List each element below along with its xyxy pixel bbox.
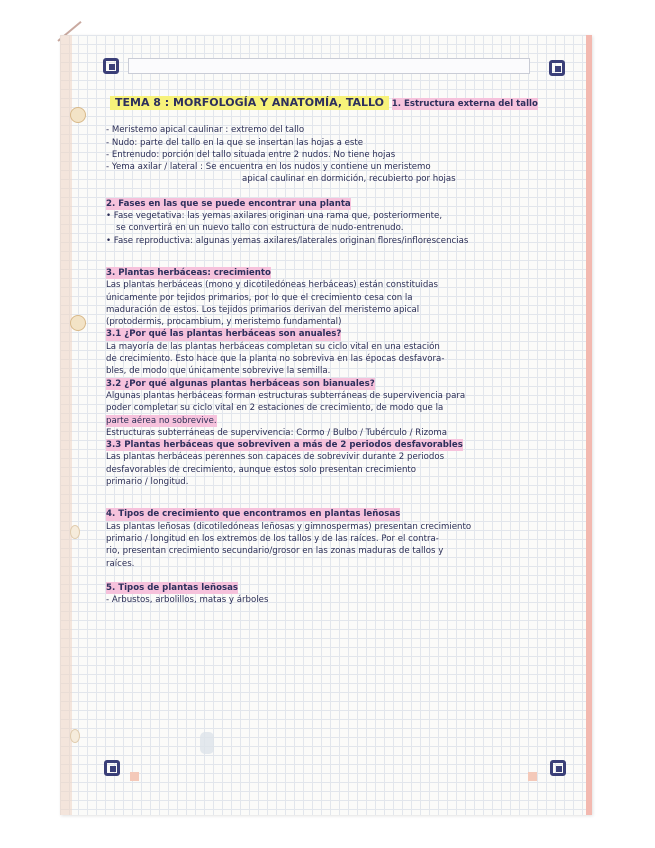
corner-mark-icon (103, 58, 119, 74)
note-line: La mayoría de las plantas herbáceas completan su ciclo vital en una estación (106, 341, 440, 352)
section-heading: 2. Fases en las que se puede encontrar una planta (106, 198, 351, 209)
subsection-heading: 3.1 ¿Por qué las plantas herbáceas son anuales? (106, 329, 342, 340)
binder-hole (70, 315, 86, 331)
corner-mark-icon (550, 760, 566, 776)
note-line: únicamente por tejidos primarios, por lo que el crecimiento cesa con la (106, 292, 413, 303)
binder-hole (70, 525, 80, 539)
subsection-heading: 3.2 ¿Por qué algunas plantas herbáceas son bianuales? (106, 378, 375, 389)
section-heading: 3. Plantas herbáceas: crecimiento (106, 267, 271, 278)
note-line: poder completar su ciclo vital en 2 estaciones de crecimiento, de modo que la (106, 403, 444, 414)
note-line: - Entrenudo: porción del tallo situada entre 2 nudos. No tiene hojas (106, 149, 396, 160)
footer-square (130, 772, 139, 781)
corner-mark-icon (549, 60, 565, 76)
note-line: primario / longitud. (106, 477, 189, 488)
note-line: primario / longitud en los extremos de los tallos y de las raíces. Por el contra- (106, 533, 439, 544)
footer-square (528, 772, 537, 781)
page-title: TEMA 8 : MORFOLOGÍA Y ANATOMÍA, TALLO (110, 96, 389, 110)
section-heading: 4. Tipos de crecimiento que encontramos en plantas leñosas (106, 509, 401, 520)
note-line: rio, presentan crecimiento secundario/grosor en las zonas maduras de tallos y (106, 546, 444, 557)
note-line: se convertirá en un nuevo tallo con estructura de nudo-entrenudo. (116, 223, 404, 234)
margin-strip (60, 35, 72, 815)
note-line: • Fase reproductiva: algunas yemas axilares/laterales originan flores/inflorescencias (106, 235, 469, 246)
note-line: Las plantas leñosas (dicotiledóneas leñosas y gimnospermas) presentan crecimiento (106, 521, 472, 532)
note-line: bles, de modo que únicamente sobrevive la semilla. (106, 366, 331, 377)
note-line: Las plantas herbáceas perennes son capaces de sobrevivir durante 2 periodos (106, 452, 445, 463)
note-line: maduración de estos. Los tejidos primarios derivan del meristemo apical (106, 304, 420, 315)
note-line: apical caulinar en dormición, recubierto por hojas (242, 174, 456, 185)
note-line: (protodermis, procambium, y meristemo fundamental) (106, 317, 342, 328)
subsection-heading: 3.3 Plantas herbáceas que sobreviven a más de 2 periodos desfavorables (106, 440, 463, 451)
note-line: Estructuras subterráneas de supervivencia: Cormo / Bulbo / Tubérculo / Rizoma (106, 427, 448, 438)
eraser-smudge (200, 732, 214, 754)
corner-mark-icon (104, 760, 120, 776)
note-line: parte aérea no sobrevive. (106, 415, 217, 426)
note-line: desfavorables de crecimiento, aunque estos solo presentan crecimiento (106, 464, 417, 475)
binder-hole (70, 729, 80, 743)
section-heading: 1. Estructura externa del tallo (391, 99, 538, 109)
notes-content (106, 96, 586, 606)
section-heading: 5. Tipos de plantas leñosas (106, 582, 239, 593)
note-line: - Meristemo apical caulinar : extremo del tallo (106, 125, 305, 136)
note-line: raíces. (106, 558, 135, 569)
header-box (128, 58, 530, 74)
binder-hole (70, 107, 86, 123)
note-line: - Arbustos, arbolillos, matas y árboles (106, 595, 269, 606)
note-line: de crecimiento. Esto hace que la planta no sobreviva en las épocas desfavora- (106, 354, 445, 365)
note-line: - Yema axilar / lateral : Se encuentra en los nudos y contiene un meristemo (106, 162, 431, 173)
note-line: • Fase vegetativa: las yemas axilares originan una rama que, posteriormente, (106, 211, 443, 222)
page-edge-strip (586, 35, 592, 815)
note-line: Algunas plantas herbáceas forman estructuras subterráneas de supervivencia para (106, 390, 466, 401)
note-line: Las plantas herbáceas (mono y dicotiledóneas herbáceas) están constituidas (106, 280, 439, 291)
note-line: - Nudo: parte del tallo en la que se insertan las hojas a este (106, 137, 364, 148)
